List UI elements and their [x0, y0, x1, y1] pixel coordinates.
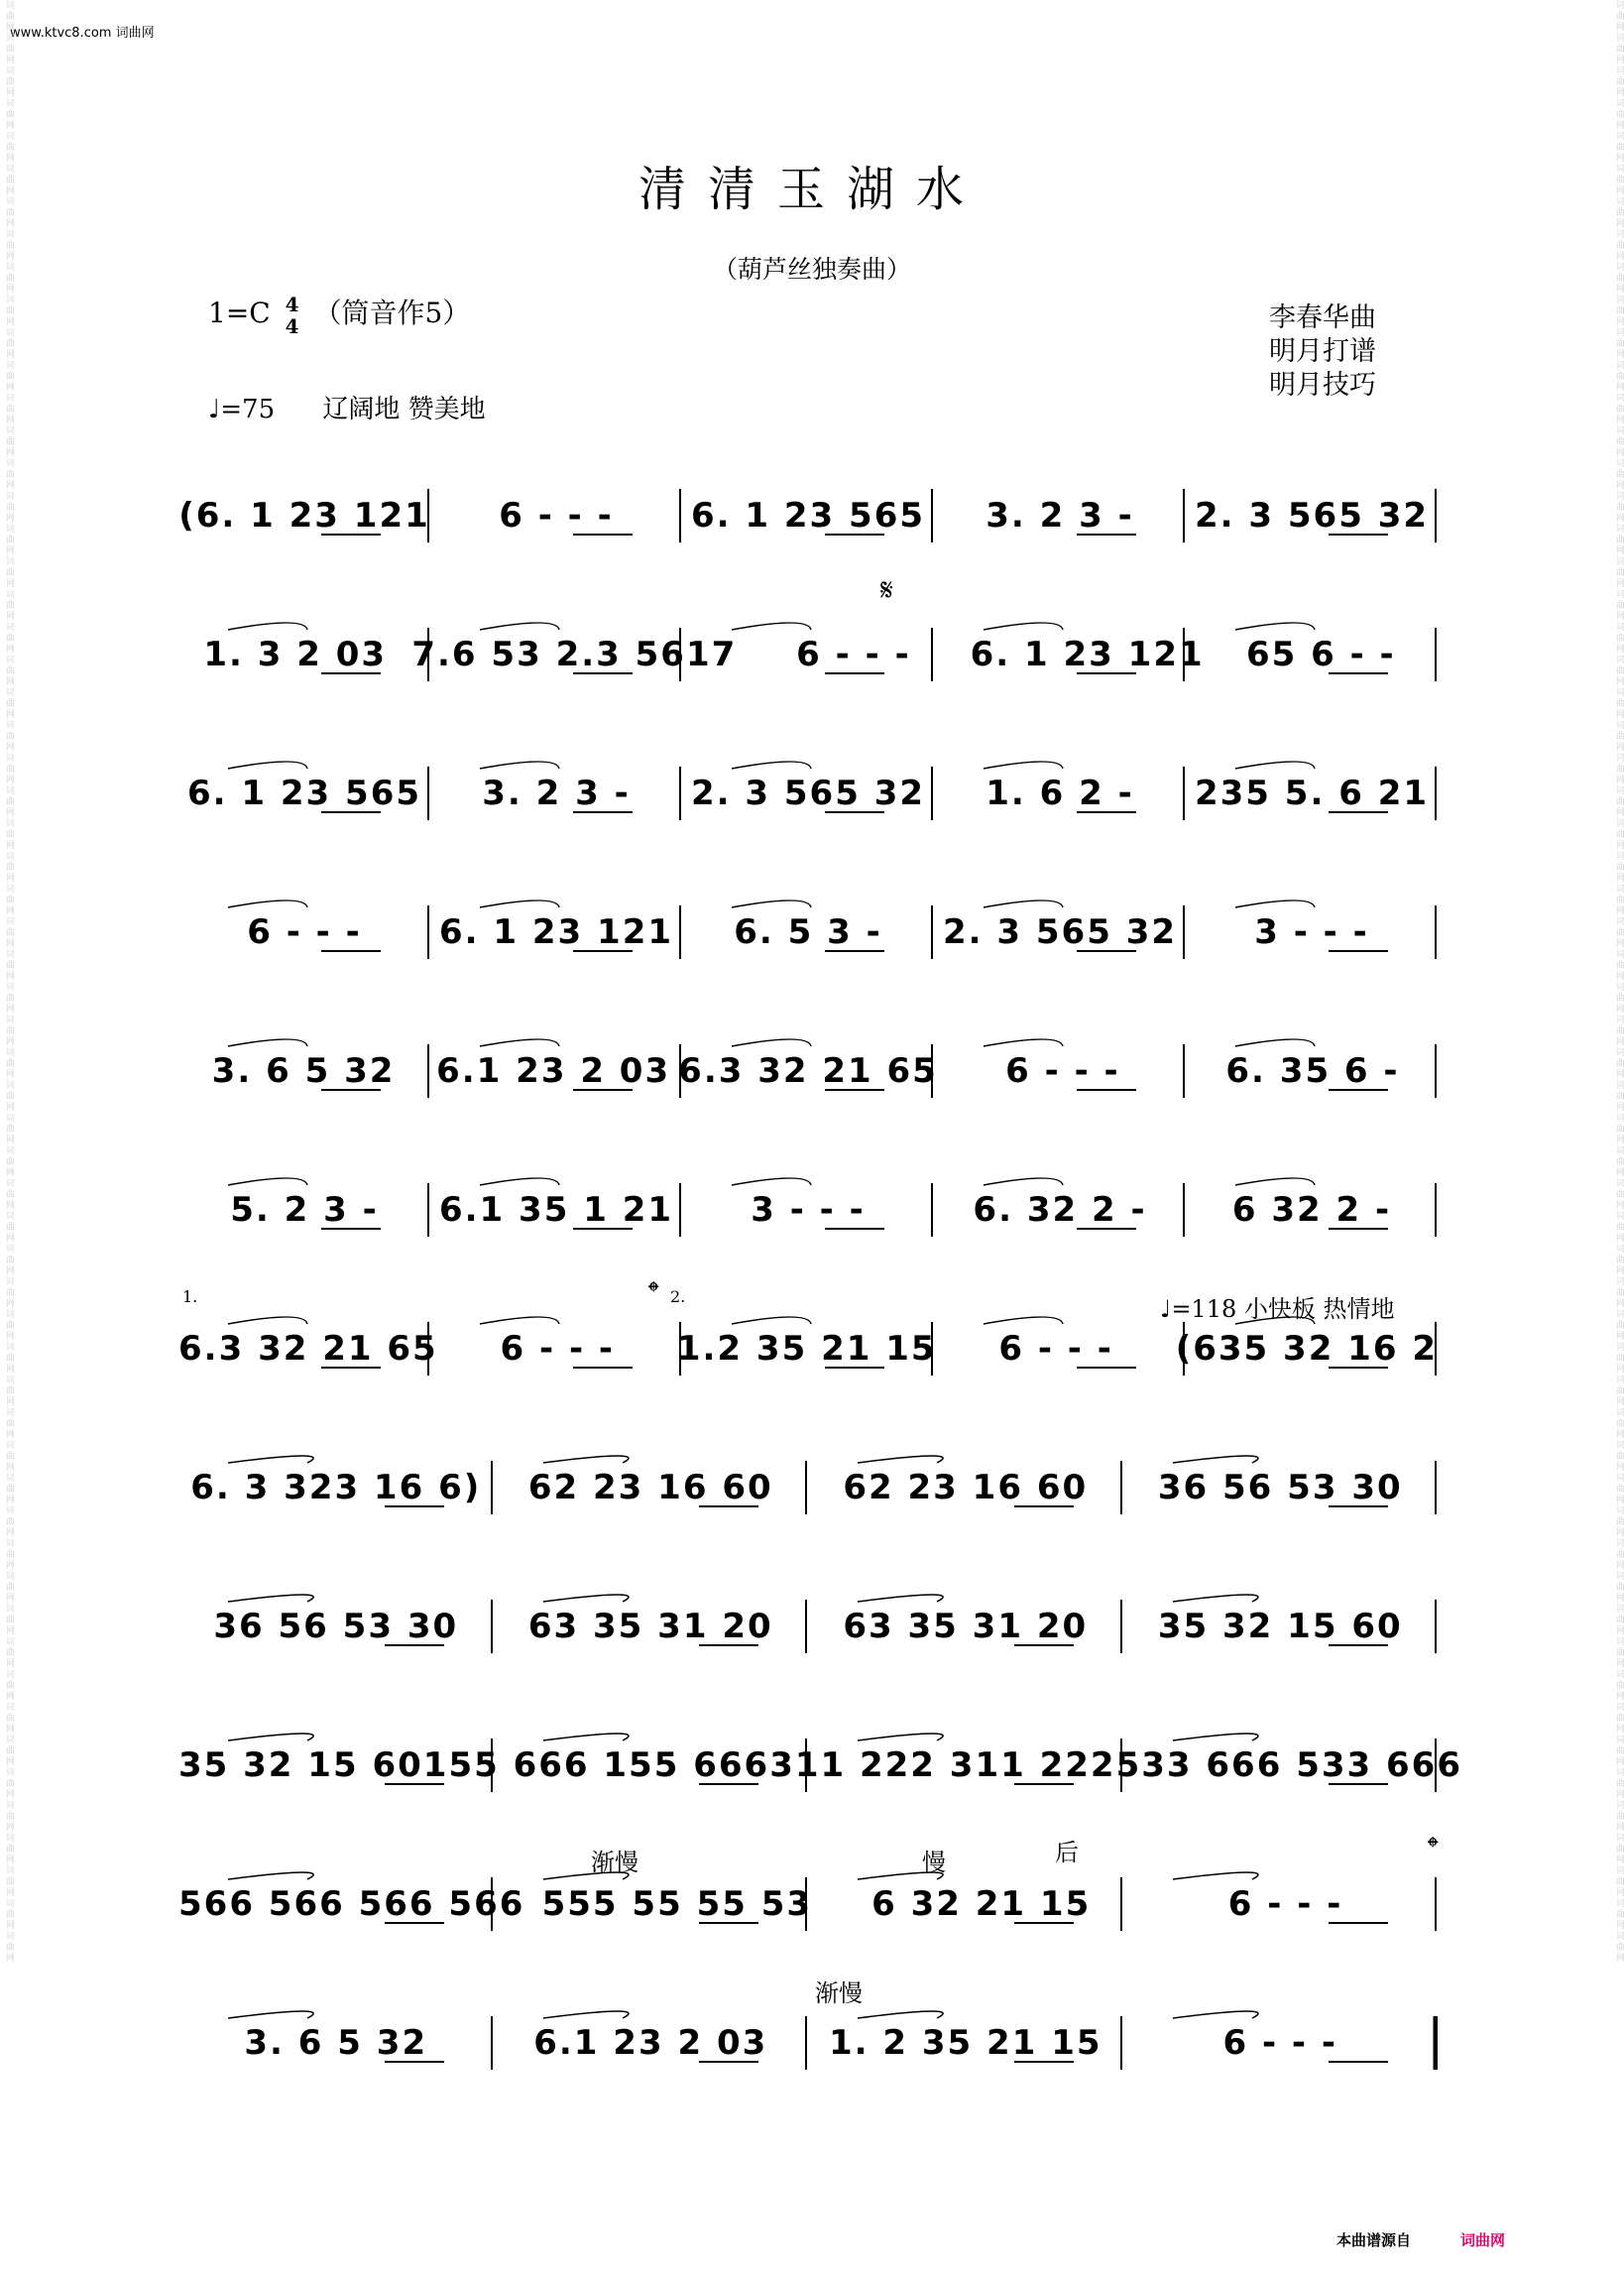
measure: 3. 2 3 - — [986, 496, 1134, 536]
slur — [1235, 1178, 1315, 1185]
measure: 6.1 35 1 21 — [438, 1190, 674, 1230]
measure: 6 - - - — [247, 912, 362, 952]
ritardando-1: 渐慢 — [591, 1849, 638, 1876]
measure: 6.1 23 2 03 — [436, 1051, 671, 1091]
measure: 6. 1 23 121 — [438, 912, 674, 952]
measure: 6. 1 23 565 — [690, 496, 926, 536]
slur — [228, 762, 307, 769]
barlines — [178, 1443, 1438, 1532]
measure: 36 56 53 30 — [213, 1607, 459, 1646]
measure: 7.6 53 2.3 5617 — [411, 635, 738, 674]
coda-sign-2: 𝄌 — [1428, 1831, 1439, 1865]
slur — [228, 1178, 307, 1185]
slur — [984, 623, 1063, 630]
score-line-8 — [178, 1443, 1438, 1532]
measure: 6. 35 6 - — [1225, 1051, 1400, 1091]
measure: 6.1 23 2 03 — [533, 2023, 768, 2063]
coda-sign-1: 𝄌 — [648, 1275, 659, 1310]
side-watermark-left: 词曲网词曲网词曲网词曲网词曲网词曲网词曲网词曲网词曲网词曲网词曲网词曲网词曲网词曲网词曲网词曲网词曲网词曲网词曲网词曲网词曲网词曲网词曲网词曲网词曲网词曲网词曲网词曲网词曲网词曲网词曲网词曲网词曲网词曲网词曲网词曲网词曲网词曲网词曲网词曲网词曲网词曲网词曲网词曲网词曲网词曲网词曲网词曲网词曲网词曲网词曲网词曲网词曲网词曲网词曲网词曲网词曲网词曲网词曲网词曲网 — [4, 0, 14, 1964]
barlines — [178, 1998, 1438, 2088]
slur — [732, 1039, 811, 1046]
score-line-9 — [178, 1582, 1438, 1671]
page-title: 清清玉湖水 — [638, 162, 986, 217]
slur — [858, 1872, 943, 1879]
slur — [543, 2011, 629, 2018]
measure: 6 - - - — [1227, 1884, 1343, 1924]
score-line-11 — [178, 1859, 1438, 1949]
measure: 65 6 - - — [1245, 635, 1396, 674]
measure: 555 55 55 53 — [541, 1884, 813, 1924]
slur — [984, 762, 1063, 769]
tempo-allegretto: ♩=118 小快板 热情地 — [1160, 1295, 1395, 1323]
tempo-value: ♩=75 — [208, 395, 276, 424]
side-watermark-right: 词曲网词曲网词曲网词曲网词曲网词曲网词曲网词曲网词曲网词曲网词曲网词曲网词曲网词曲网词曲网词曲网词曲网词曲网词曲网词曲网词曲网词曲网词曲网词曲网词曲网词曲网词曲网词曲网词曲网词曲网词曲网词曲网词曲网词曲网词曲网词曲网词曲网词曲网词曲网词曲网词曲网词曲网词曲网词曲网词曲网词曲网词曲网词曲网词曲网词曲网词曲网词曲网词曲网词曲网词曲网词曲网词曲网词曲网词曲网词曲网 — [1614, 0, 1624, 1964]
measure: 2. 3 565 32 — [942, 912, 1178, 952]
measure: 3. 6 5 32 — [244, 2023, 428, 2063]
barlines — [178, 1165, 1438, 1255]
key-label: 1=C — [208, 297, 271, 329]
volta-1-label: 1. — [182, 1287, 198, 1306]
subtitle: （葫芦丝独奏曲） — [712, 255, 911, 284]
slur — [1235, 762, 1315, 769]
slur — [858, 2011, 943, 2018]
measure: 6 - - - — [1005, 1051, 1120, 1091]
measure: 155 666 155 666 — [422, 1745, 770, 1785]
slur — [858, 1456, 943, 1463]
barlines — [178, 1026, 1438, 1116]
slur — [984, 1039, 1063, 1046]
measure: 63 35 31 20 — [843, 1607, 1089, 1646]
barlines — [178, 471, 1438, 560]
barlines — [178, 610, 1438, 699]
slur — [1173, 2011, 1258, 2018]
measure: 533 666 533 666 — [1115, 1745, 1462, 1785]
slur — [228, 1456, 313, 1463]
slur — [228, 1734, 313, 1740]
slur — [984, 1178, 1063, 1185]
time-bottom: 4 — [285, 313, 299, 338]
credit-technique: 明月技巧 — [1269, 370, 1376, 401]
slur — [228, 1595, 313, 1602]
score-line-2 — [178, 610, 1438, 699]
score-line-12 — [178, 1998, 1438, 2088]
measure: 6 32 2 - — [1231, 1190, 1392, 1230]
measure: 62 23 16 60 — [527, 1468, 773, 1507]
measure: 3. 2 3 - — [482, 774, 631, 813]
slow-mark: 慢 — [922, 1849, 946, 1876]
measure: 2. 3 565 32 — [1194, 496, 1430, 536]
score-line-1 — [178, 471, 1438, 560]
score-line-7 — [178, 1304, 1438, 1393]
measure: 1. 3 2 03 — [203, 635, 388, 674]
slur — [1235, 900, 1315, 907]
slur — [1235, 1317, 1315, 1324]
measure: (635 32 16 2 — [1175, 1329, 1438, 1369]
measure: 6. 1 23 565 — [186, 774, 422, 813]
score-line-5 — [178, 1026, 1438, 1116]
barlines — [178, 1721, 1438, 1810]
slur — [732, 1178, 811, 1185]
measure: 1.2 35 21 15 — [676, 1329, 937, 1369]
footer: 本曲谱源自 词曲网 — [1335, 2231, 1505, 2249]
slur — [1235, 1039, 1315, 1046]
measure: 35 32 15 60 — [178, 1745, 423, 1785]
measure: 6. 32 2 - — [973, 1190, 1147, 1230]
slur — [984, 900, 1063, 907]
slur — [228, 1039, 307, 1046]
measure: 2. 3 565 32 — [690, 774, 926, 813]
measure: 6 - - - — [499, 496, 614, 536]
measure: 311 222 311 222 — [769, 1745, 1116, 1785]
measure: 62 23 16 60 — [843, 1468, 1089, 1507]
slur — [480, 1178, 559, 1185]
slur — [732, 623, 811, 630]
measure: 6 - - - — [796, 635, 911, 674]
measure: 6 - - - — [1222, 2023, 1337, 2063]
credit-transcriber: 明月打谱 — [1269, 336, 1376, 367]
slur — [1235, 623, 1315, 630]
slur — [732, 762, 811, 769]
measure: 6. 3 323 16 6) — [190, 1468, 482, 1507]
slur — [228, 1872, 313, 1879]
ritardando-2: 渐慢 — [815, 1979, 863, 2007]
slur — [228, 623, 307, 630]
slur — [858, 1734, 943, 1740]
score-line-3 — [178, 749, 1438, 838]
slur — [480, 900, 559, 907]
slur — [1173, 1595, 1258, 1602]
measure: (6. 1 23 121 — [178, 496, 430, 536]
slur — [480, 1039, 559, 1046]
slur — [543, 1734, 629, 1740]
slur — [228, 900, 307, 907]
barlines — [178, 888, 1438, 977]
measure: 6. 1 23 121 — [970, 635, 1205, 674]
slur — [1173, 1734, 1258, 1740]
barlines — [178, 749, 1438, 838]
slur — [858, 1595, 943, 1602]
slur — [480, 1317, 559, 1324]
time-top: 4 — [285, 292, 299, 316]
measure: 1. 6 2 - — [986, 774, 1134, 813]
tempo-expression: 辽阔地 赞美地 — [322, 395, 486, 424]
score-line-6 — [178, 1165, 1438, 1255]
slur — [984, 1317, 1063, 1324]
measure: 6 32 21 15 — [871, 1884, 1092, 1924]
measure: 3 - - - — [751, 1190, 866, 1230]
measure: 6 - - - — [500, 1329, 616, 1369]
credit-composer: 李春华曲 — [1269, 302, 1376, 333]
score-line-4 — [178, 888, 1438, 977]
measure: 36 56 53 30 — [1157, 1468, 1403, 1507]
measure: 63 35 31 20 — [527, 1607, 773, 1646]
measure: 1. 2 35 21 15 — [828, 2023, 1102, 2063]
slur — [480, 623, 559, 630]
barlines — [178, 1582, 1438, 1671]
slur — [732, 1317, 811, 1324]
slur — [480, 762, 559, 769]
barlines — [178, 1859, 1438, 1949]
barlines — [178, 1304, 1438, 1393]
slur — [543, 1456, 629, 1463]
measure: 5. 2 3 - — [230, 1190, 379, 1230]
slur — [543, 1595, 629, 1602]
site-watermark: www.ktvc8.com 词曲网 — [10, 26, 155, 41]
time-signature — [286, 294, 299, 337]
volta-2-label: 2. — [670, 1287, 686, 1306]
key-signature — [208, 292, 470, 337]
segno-sign: 𝄋 — [880, 573, 893, 608]
measure: 6. 5 3 - — [734, 912, 882, 952]
slur — [732, 900, 811, 907]
slur — [1173, 1872, 1258, 1879]
measure: 566 566 566 566 — [178, 1884, 525, 1924]
measure: 35 32 15 60 — [1157, 1607, 1403, 1646]
slur — [228, 1317, 307, 1324]
measure: 6.3 32 21 65 — [678, 1051, 938, 1091]
after-mark: 后 — [1055, 1839, 1079, 1866]
score-line-10 — [178, 1721, 1462, 1810]
measure: 6 - - - — [998, 1329, 1113, 1369]
measure: 235 5. 6 21 — [1194, 774, 1430, 813]
slur — [543, 1872, 629, 1879]
slur — [228, 2011, 313, 2018]
measure: 6.3 32 21 65 — [178, 1329, 438, 1369]
measure: 3. 6 5 32 — [211, 1051, 396, 1091]
tempo-marking — [208, 389, 486, 425]
slur — [1173, 1456, 1258, 1463]
measure: 3 - - - — [1254, 912, 1369, 952]
tube-note: （筒音作5） — [313, 297, 471, 329]
